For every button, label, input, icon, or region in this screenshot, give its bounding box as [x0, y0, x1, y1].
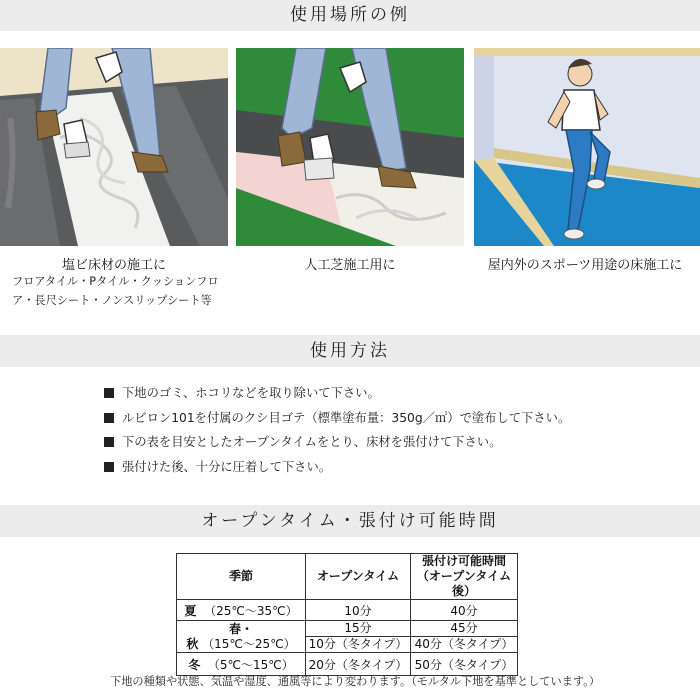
- usage-examples-header: [0, 0, 700, 31]
- bullet-square-icon: [104, 413, 114, 423]
- opentime-header: [0, 505, 700, 537]
- example-subcaption-vinyl: フロアタイル・Pタイル・クッションフロア・長尺シート・ノンスリップシート等: [12, 275, 219, 307]
- method-step: [104, 455, 570, 480]
- example-caption-vinyl: 塩ビ床材の施工に: [61, 258, 166, 273]
- vinyl-floor-illustration: [0, 48, 228, 246]
- method-title: 使用方法: [310, 341, 390, 361]
- bullet-square-icon: [104, 462, 114, 472]
- method-step-text: ルビロン101を付属のクシ目ゴテ（標準塗布量：350g／㎡）で塗布して下さい。: [122, 410, 571, 425]
- season-cell: 夏 （25℃〜35℃）: [177, 600, 306, 621]
- header-open-time: オープンタイム: [306, 554, 411, 600]
- open-time-cell: 10分: [306, 600, 411, 621]
- header-possible-time: 張付け可能時間 （オープンタイム後）: [411, 554, 518, 600]
- season-cell: 春・秋 （15℃〜25℃）: [177, 621, 306, 653]
- method-step: [104, 406, 570, 431]
- opentime-title: オープンタイム・張付け可能時間: [201, 511, 499, 531]
- header-season: 季節: [177, 554, 306, 600]
- method-header: [0, 335, 700, 367]
- possible-time-cell: 40分（冬タイプ）: [411, 637, 518, 653]
- method-step-text: 下の表を目安としたオープンタイムをとり、床材を張付けて下さい。: [122, 435, 502, 449]
- usage-examples-title: 使用場所の例: [290, 5, 410, 25]
- opentime-table: [176, 553, 518, 676]
- season-cell: 冬 （5℃〜15℃）: [177, 653, 306, 676]
- method-step: [104, 430, 570, 455]
- table-note: 下地の種類や状態、気温や湿度、通風等により変わります。（モルタル下地を基準としています。）: [110, 675, 601, 688]
- bullet-square-icon: [104, 388, 114, 398]
- artificial-turf-illustration: [236, 48, 464, 246]
- table-row: [177, 621, 518, 637]
- method-step: [104, 381, 570, 406]
- open-time-cell: 15分: [306, 621, 411, 637]
- open-time-cell: 20分（冬タイプ）: [306, 653, 411, 676]
- table-row: [177, 600, 518, 621]
- open-time-cell: 10分（冬タイプ）: [306, 637, 411, 653]
- possible-time-cell: 45分: [411, 621, 518, 637]
- method-steps-list: [104, 381, 570, 479]
- example-caption-sports: 屋内外のスポーツ用途の床施工に: [487, 258, 683, 273]
- method-step-text: 張付けた後、十分に圧着して下さい。: [122, 459, 332, 474]
- sports-floor-illustration: [474, 48, 700, 246]
- table-header-row: [177, 554, 518, 600]
- method-step-text: 下地のゴミ、ホコリなどを取り除いて下さい。: [122, 386, 380, 400]
- bullet-square-icon: [104, 437, 114, 447]
- possible-time-cell: 50分（冬タイプ）: [411, 653, 518, 676]
- possible-time-cell: 40分: [411, 600, 518, 621]
- example-caption-turf: 人工芝施工用に: [304, 258, 396, 273]
